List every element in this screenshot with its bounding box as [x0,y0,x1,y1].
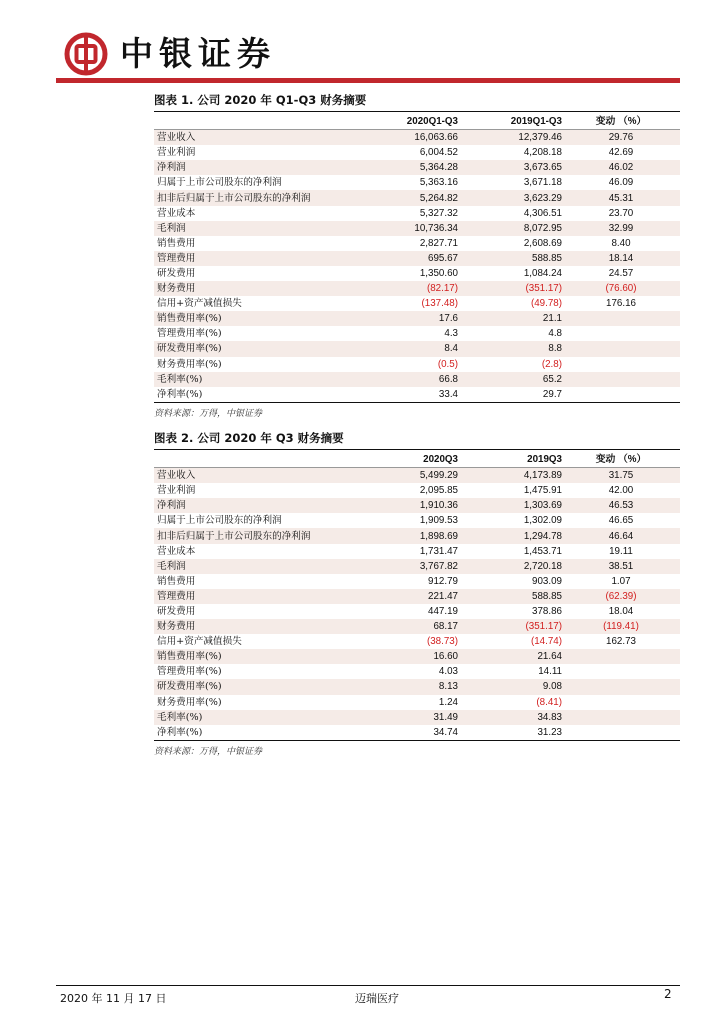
value-cell [562,357,680,372]
value-cell: 18.14 [562,251,680,266]
value-cell: 1,453.71 [458,544,562,559]
row-label: 销售费用率(%) [154,649,364,664]
value-cell: (38.73) [364,634,458,649]
value-cell: 34.74 [364,725,458,740]
value-cell: 588.85 [458,589,562,604]
row-label: 管理费用率(%) [154,326,364,341]
table-2-header-cell: 2020Q3 [364,452,458,468]
row-label: 扣非后归属于上市公司股东的净利润 [154,528,364,543]
value-cell: (62.39) [562,589,680,604]
row-label: 净利润 [154,498,364,513]
table-2-header-cell: 2019Q3 [458,452,562,468]
value-cell: 4,173.89 [458,468,562,484]
value-cell: 1,303.69 [458,498,562,513]
value-cell: 21.64 [458,649,562,664]
table-row [154,145,680,160]
value-cell: 1,910.36 [364,498,458,513]
row-label: 研发费用 [154,604,364,619]
table-row [154,695,680,710]
value-cell: 1,731.47 [364,544,458,559]
value-cell: 8.4 [364,341,458,356]
brand-name: 中银证券 [120,34,276,73]
row-label: 研发费用率(%) [154,341,364,356]
row-label: 管理费用 [154,589,364,604]
value-cell: 38.51 [562,559,680,574]
row-label: 营业利润 [154,145,364,160]
row-label: 财务费用 [154,281,364,296]
value-cell: 68.17 [364,619,458,634]
table-1-block [154,92,680,420]
row-label: 净利率(%) [154,387,364,402]
table-1-header-cell: 2020Q1-Q3 [364,114,458,130]
value-cell: 2,608.69 [458,236,562,251]
value-cell: 42.00 [562,483,680,498]
value-cell: 3,673.65 [458,160,562,175]
value-cell: 912.79 [364,574,458,589]
value-cell: 46.09 [562,175,680,190]
table-1-header-cell [154,114,364,130]
table-2-block [154,430,680,758]
value-cell: 17.6 [364,311,458,326]
value-cell: 18.04 [562,604,680,619]
value-cell: 5,364.28 [364,160,458,175]
value-cell: 6,004.52 [364,145,458,160]
table-row [154,574,680,589]
value-cell: 12,379.46 [458,130,562,146]
row-label: 毛利率(%) [154,372,364,387]
table-row [154,326,680,341]
value-cell: 378.86 [458,604,562,619]
row-label: 研发费用率(%) [154,679,364,694]
row-label: 毛利润 [154,559,364,574]
bank-of-china-logo-icon [64,32,108,76]
table-row [154,160,680,175]
table-2-title: 图表 2. 公司 2020 年 Q3 财务摘要 [154,431,344,445]
row-label: 财务费用 [154,619,364,634]
table-row [154,528,680,543]
value-cell: 31.23 [458,725,562,740]
table-row [154,710,680,725]
value-cell [562,679,680,694]
value-cell [562,710,680,725]
value-cell: 1,350.60 [364,266,458,281]
value-cell: 3,767.82 [364,559,458,574]
value-cell [562,664,680,679]
value-cell: 23.70 [562,206,680,221]
row-label: 财务费用率(%) [154,357,364,372]
value-cell: 2,720.18 [458,559,562,574]
table-row [154,604,680,619]
table-1-body [154,130,680,402]
value-cell: 5,327.32 [364,206,458,221]
table-row [154,679,680,694]
table-row [154,725,680,740]
value-cell: (14.74) [458,634,562,649]
value-cell: 1,294.78 [458,528,562,543]
value-cell: (8.41) [458,695,562,710]
row-label: 营业成本 [154,206,364,221]
table-2-header-cell [154,452,364,468]
value-cell: (137.48) [364,296,458,311]
table-row [154,513,680,528]
row-label: 毛利率(%) [154,710,364,725]
table-row [154,357,680,372]
value-cell: 903.09 [458,574,562,589]
value-cell: 29.7 [458,387,562,402]
row-label: 营业收入 [154,130,364,146]
value-cell: 10,736.34 [364,221,458,236]
table-2-bottom-rule [154,740,680,741]
value-cell: 16.60 [364,649,458,664]
row-label: 净利率(%) [154,725,364,740]
table-1-bottom-rule [154,402,680,403]
value-cell: 5,499.29 [364,468,458,484]
value-cell: 31.75 [562,468,680,484]
table-2-title-rule [154,449,680,450]
value-cell: 5,264.82 [364,190,458,205]
value-cell: 31.49 [364,710,458,725]
value-cell: (49.78) [458,296,562,311]
value-cell [562,725,680,740]
row-label: 扣非后归属于上市公司股东的净利润 [154,190,364,205]
row-label: 财务费用率(%) [154,695,364,710]
value-cell: 8.40 [562,236,680,251]
table-row [154,468,680,484]
row-label: 研发费用 [154,266,364,281]
value-cell: 162.73 [562,634,680,649]
table-row [154,483,680,498]
row-label: 销售费用 [154,236,364,251]
value-cell: 4,208.18 [458,145,562,160]
row-label: 营业利润 [154,483,364,498]
value-cell: (82.17) [364,281,458,296]
value-cell: 1,898.69 [364,528,458,543]
table-2-source: 资料来源：万得，中银证券 [154,746,263,757]
table-row [154,589,680,604]
value-cell: 46.02 [562,160,680,175]
value-cell: 2,827.71 [364,236,458,251]
footer-rule [56,985,680,986]
value-cell: 588.85 [458,251,562,266]
footer-company: 迈瑞医疗 [355,992,399,1005]
table-row [154,206,680,221]
table-row [154,372,680,387]
value-cell: 4.03 [364,664,458,679]
value-cell: 9.08 [458,679,562,694]
value-cell [562,695,680,710]
value-cell: 3,623.29 [458,190,562,205]
value-cell: 1,084.24 [458,266,562,281]
value-cell: 32.99 [562,221,680,236]
table-row [154,498,680,513]
value-cell: 2,095.85 [364,483,458,498]
value-cell: 1.24 [364,695,458,710]
value-cell: 447.19 [364,604,458,619]
value-cell: 695.67 [364,251,458,266]
value-cell: 42.69 [562,145,680,160]
value-cell [562,326,680,341]
table-row [154,311,680,326]
table-row [154,251,680,266]
table-2-body [154,468,680,740]
row-label: 信用+资产减值损失 [154,634,364,649]
page-number: 2 [664,987,672,1001]
table-1-header-row [154,114,680,130]
table-2 [154,452,680,740]
value-cell: 66.8 [364,372,458,387]
row-label: 营业成本 [154,544,364,559]
row-label: 销售费用率(%) [154,311,364,326]
value-cell: 176.16 [562,296,680,311]
value-cell: 65.2 [458,372,562,387]
report-header [56,26,680,82]
table-1-title: 图表 1. 公司 2020 年 Q1-Q3 财务摘要 [154,93,367,107]
table-row [154,266,680,281]
value-cell [562,341,680,356]
table-2-header-cell: 变动 （%） [562,452,680,468]
value-cell: 14.11 [458,664,562,679]
table-row [154,130,680,146]
value-cell: 45.31 [562,190,680,205]
value-cell: 16,063.66 [364,130,458,146]
value-cell: 4.3 [364,326,458,341]
value-cell: 46.64 [562,528,680,543]
row-label: 销售费用 [154,574,364,589]
row-label: 净利润 [154,160,364,175]
table-row [154,236,680,251]
row-label: 营业收入 [154,468,364,484]
table-row [154,281,680,296]
table-row [154,544,680,559]
value-cell: 4,306.51 [458,206,562,221]
value-cell [562,649,680,664]
table-row [154,221,680,236]
value-cell: 1.07 [562,574,680,589]
row-label: 管理费用率(%) [154,664,364,679]
value-cell: (0.5) [364,357,458,372]
value-cell: 21.1 [458,311,562,326]
value-cell: (351.17) [458,281,562,296]
row-label: 信用+资产减值损失 [154,296,364,311]
table-2-header-row [154,452,680,468]
value-cell [562,387,680,402]
value-cell: 8,072.95 [458,221,562,236]
table-1-header-cell: 变动 （%） [562,114,680,130]
footer-date: 2020 年 11 月 17 日 [60,992,167,1005]
value-cell: 24.57 [562,266,680,281]
table-row [154,175,680,190]
row-label: 毛利润 [154,221,364,236]
value-cell: 34.83 [458,710,562,725]
value-cell [562,372,680,387]
table-row [154,190,680,205]
table-1-title-rule [154,111,680,112]
value-cell: 1,302.09 [458,513,562,528]
value-cell: 221.47 [364,589,458,604]
row-label: 归属于上市公司股东的净利润 [154,513,364,528]
table-row [154,664,680,679]
value-cell: (351.17) [458,619,562,634]
value-cell: 1,475.91 [458,483,562,498]
value-cell: 4.8 [458,326,562,341]
value-cell: 1,909.53 [364,513,458,528]
table-1 [154,114,680,402]
row-label: 归属于上市公司股东的净利润 [154,175,364,190]
value-cell: 8.8 [458,341,562,356]
table-1-header-cell: 2019Q1-Q3 [458,114,562,130]
value-cell: (2.8) [458,357,562,372]
value-cell: 29.76 [562,130,680,146]
table-1-source: 资料来源：万得，中银证券 [154,408,263,419]
table-row [154,634,680,649]
table-row [154,387,680,402]
value-cell: 5,363.16 [364,175,458,190]
value-cell: (119.41) [562,619,680,634]
table-row [154,619,680,634]
table-row [154,296,680,311]
value-cell: (76.60) [562,281,680,296]
value-cell: 46.65 [562,513,680,528]
value-cell: 33.4 [364,387,458,402]
table-row [154,341,680,356]
header-rule [56,78,680,83]
value-cell: 8.13 [364,679,458,694]
value-cell: 19.11 [562,544,680,559]
value-cell [562,311,680,326]
table-row [154,649,680,664]
row-label: 管理费用 [154,251,364,266]
value-cell: 46.53 [562,498,680,513]
table-row [154,559,680,574]
value-cell: 3,671.18 [458,175,562,190]
